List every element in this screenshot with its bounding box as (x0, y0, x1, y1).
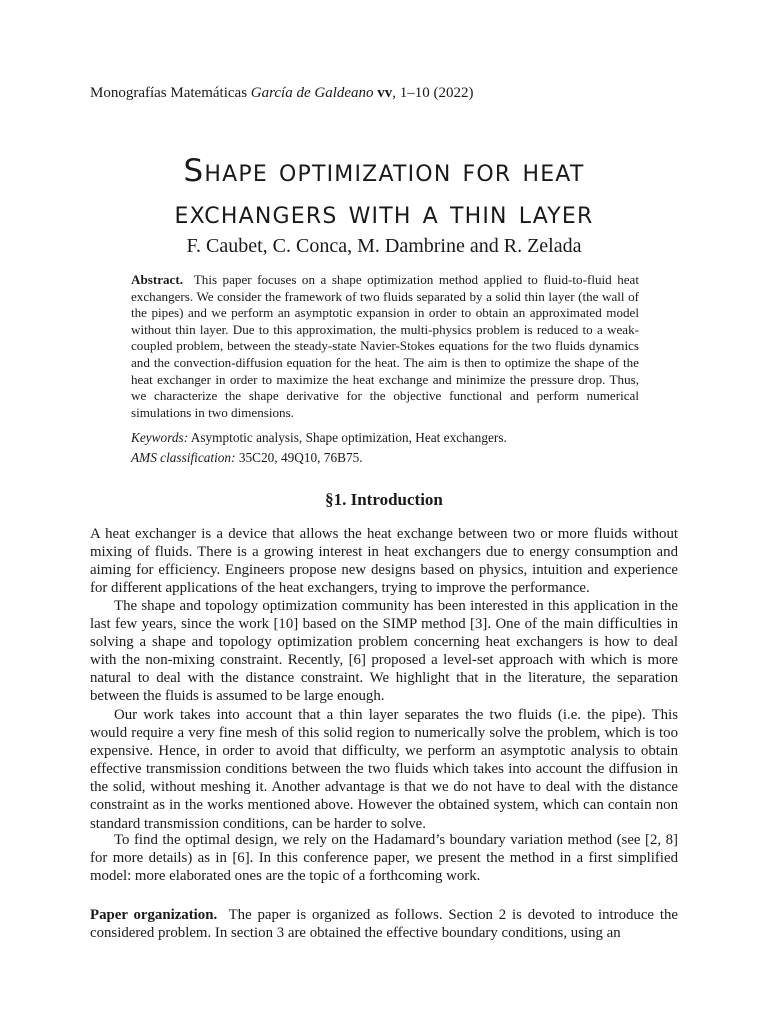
authors: F. Caubet, C. Conca, M. Dambrine and R. Zelada (186, 235, 582, 257)
pages-year: , 1–10 (2022) (392, 85, 474, 101)
ams-classification (131, 450, 641, 466)
journal-name: Monografías Matemáticas (90, 85, 248, 101)
ams-label: AMS classification: (131, 450, 236, 465)
volume: vv (377, 85, 393, 101)
abstract-label: Abstract. (131, 272, 183, 287)
keywords (131, 430, 641, 446)
abstract (131, 272, 639, 421)
paragraph-1: A heat exchanger is a device that allows the heat exchange between two or more fluids without mixing of fluids. There is a growing interest in heat exchangers due to energy consumption and aiming for efficiency. Engineers propose new designs based on physics, intuition and experience for different applications of the heat exchangers, trying to improve the performance. (90, 526, 678, 597)
section-heading-introduction: §1. Introduction (325, 490, 443, 509)
paragraph-3: Our work takes into account that a thin layer separates the two fluids (i.e. the pipe). This would require a very fine mesh of this solid region to numerically solve the problem, which is too expensive. Hence, in order to avoid that difficulty, we perform an asymptotic analysis to obtain effective transmission conditions between the two fluids which takes into account the diffusion in the solid, without meshing it. Another advantage is that we do not have to deal with the distance constraint as in the works mentioned above. However the obtained system, which can contain non standard transmission conditions, can be harder to solve. (90, 707, 678, 832)
keywords-label: Keywords: (131, 430, 189, 445)
keywords-value: Asymptotic analysis, Shape optimization, Heat exchangers. (190, 430, 507, 445)
title-line-2: exchangers with a thin layer (174, 195, 594, 231)
abstract-text: This paper focuses on a shape optimization method applied to fluid-to-fluid heat exchangers. We consider the framework of two fluids separated by a solid thin layer (the wall of the pipes) and we perform an asymptotic expansion in order to obtain an approximated model without thin layer. Due to this approximation, the multi-physics problem is reduced to a weak-coupled problem, between the steady-state Navier-Stokes equations for the two fluids dynamics and the convection-diffusion equation for the heat. The aim is then to optimize the shape of the heat exchanger in order to maximize the heat exchange and minimize the pressure drop. Thus, we characterize the shape derivative for the objective functional and perform numerical simulations in two dimensions. (131, 272, 640, 420)
paragraph-4: To find the optimal design, we rely on the Hadamard’s boundary variation method (see [2, 8] for more details) as in [6]. In this conference paper, we present the method in a first simplified model: more elaborated ones are the topic of a forthcoming work. (90, 832, 678, 885)
journal-name-italic: García de Galdeano (250, 85, 374, 101)
paragraph-2: The shape and topology optimization community has been interested in this application in the last few years, since the work [10] based on the SIMP method [3]. One of the main difficulties in solving a shape and topology optimization problem concerning heat exchangers is how to deal with the non-mixing constraint. Recently, [6] proposed a level-set approach with which is more natural to deal with the distance constraint. We highlight that in the literature, the separation between the fluids is assumed to be large enough. (90, 598, 678, 705)
paper-organization-label: Paper organization. (90, 907, 218, 923)
title-line-1: Shape optimization for heat (183, 153, 585, 189)
paper-organization-text: The paper is organized as follows. Section 2 is devoted to introduce the considered problem. In section 3 are obtained the effective boundary conditions, using an (90, 907, 678, 942)
running-head (90, 84, 474, 102)
paper-title (60, 150, 708, 234)
paragraph-paper-organization (90, 906, 678, 942)
ams-value: 35C20, 49Q10, 76B75. (238, 450, 363, 465)
